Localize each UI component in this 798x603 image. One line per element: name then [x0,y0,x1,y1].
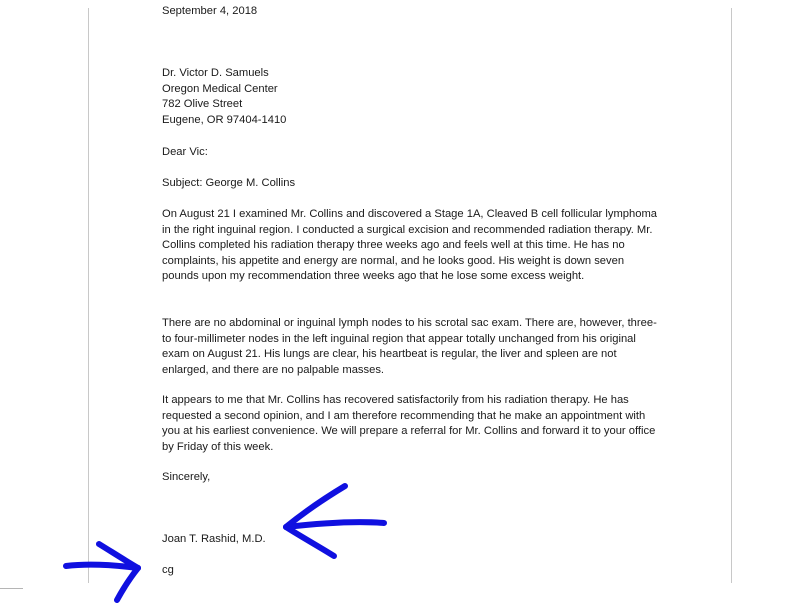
initials-arrow-head-lower [117,568,138,600]
recipient-name: Dr. Victor D. Samuels [162,67,269,79]
initials-arrow-head-upper [99,544,138,568]
salutation: Dear Vic: [162,146,208,158]
signature-arrow-head-lower [286,527,334,556]
typist-initials: cg [162,564,174,576]
closing: Sincerely, [162,471,211,483]
recipient-organization: Oregon Medical Center [162,82,278,95]
page-right-edge [731,8,732,583]
ruler-corner-mark [0,588,23,589]
recipient-street: 782 Olive Street [162,98,243,111]
signature-arrow-annotation [286,486,384,556]
initials-arrow-shaft [66,565,138,568]
letter-date: September 4, 2018 [162,5,258,17]
body-paragraph-3: It appears to me that Mr. Collins has recovered satisfactorily from his radiation therapy. He has requested a second opinion, and I am therefore recommending that he make an appointment with you at his earliest convenience. We will prepare a referral for Mr. Collins and forward it to your office by Friday of this week. [162,394,659,453]
body-paragraph-2: There are no abdominal or inguinal lymph nodes to his scrotal sac exam. There are, however, three- to four-millimeter nodes in the left inguinal region that appear totally unchanged from his original exam on August 21. His lungs are clear, his heartbeat is regular, the liver and spleen are not enlarged, and there are no palpable masses. [162,317,660,376]
body-paragraph-1: On August 21 I examined Mr. Collins and discovered a Stage 1A, Cleaved B cell follicular lymphoma in the right inguinal region. I conducted a surgical excision and recommended radiation therapy. Mr. Collins completed his radiation therapy three weeks ago and feels well at this time. He has no complaints, his appetite and energy are normal, and he looks good. His weight is down seven pounds upon my recommendation three weeks ago that he lose some excess weight. [162,208,661,283]
signature-name: Joan T. Rashid, M.D. [162,533,266,545]
recipient-address-block [162,66,286,128]
subject-line: Subject: George M. Collins [162,177,296,189]
page-left-edge [88,8,89,583]
signature-arrow-shaft [286,522,384,527]
recipient-city-state-zip: Eugene, OR 97404-1410 [162,113,287,126]
signature-arrow-head-upper [286,486,345,527]
initials-arrow-annotation [66,544,138,600]
